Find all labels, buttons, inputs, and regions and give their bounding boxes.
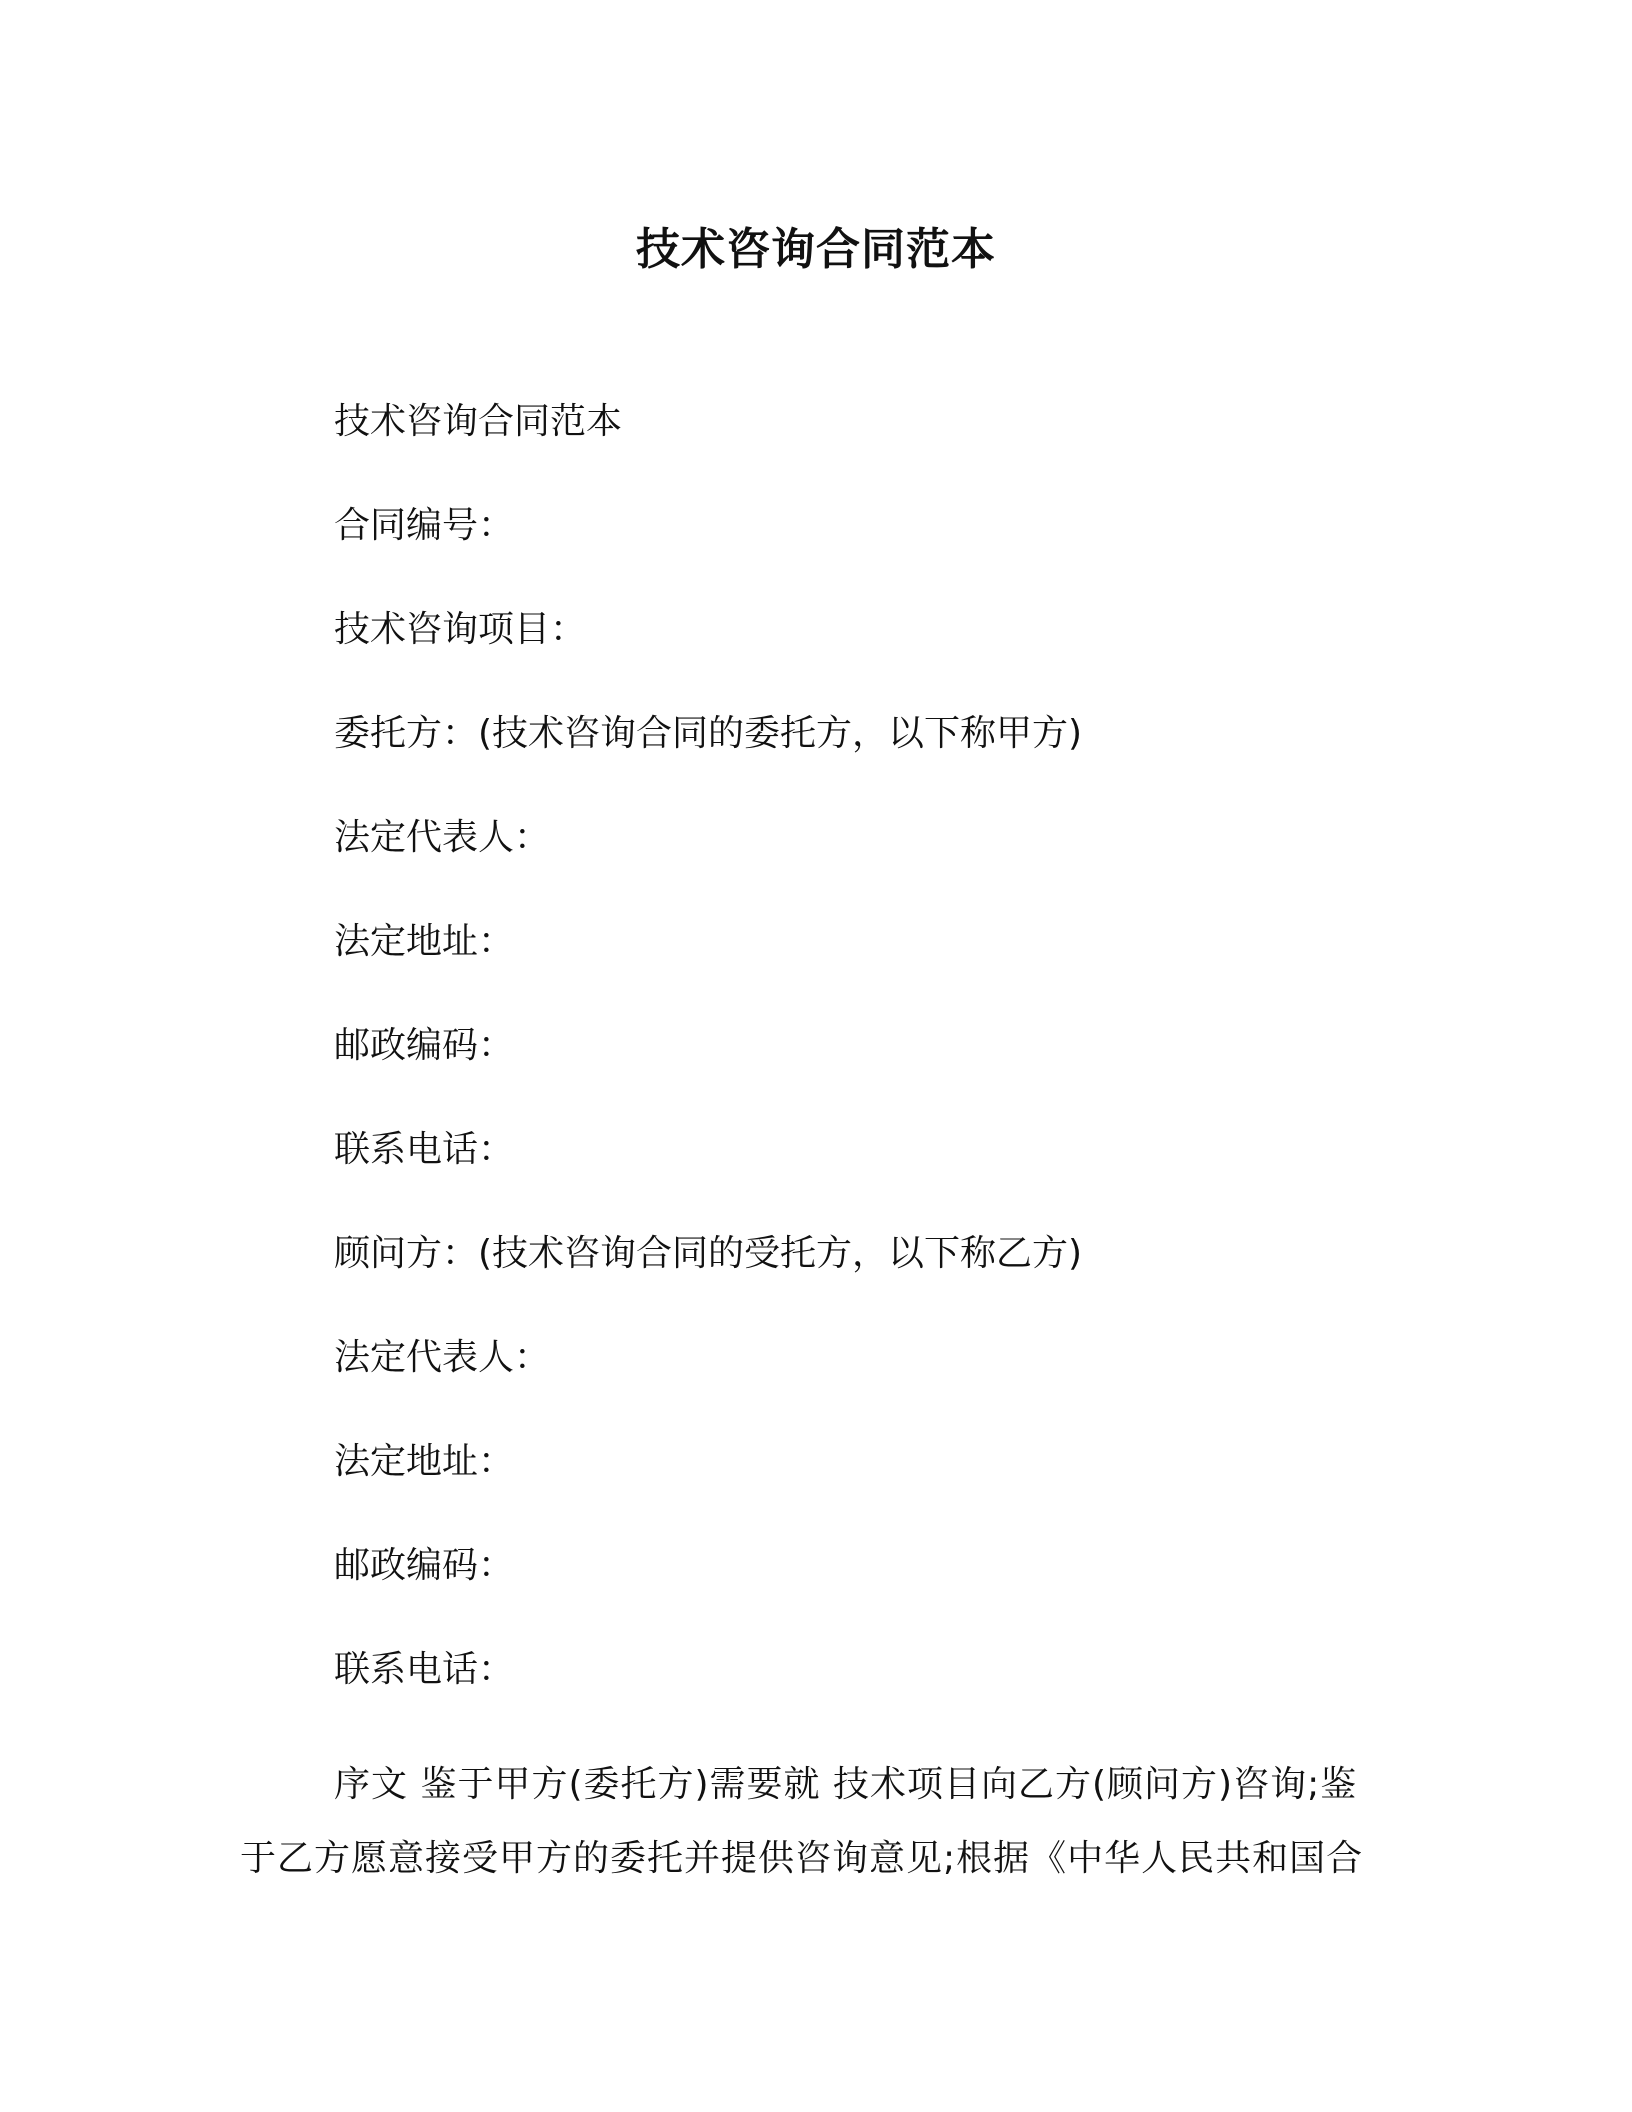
field-line-client-address: 法定地址： <box>334 921 515 962</box>
field-line-consulting-project: 技术咨询项目： <box>334 609 587 650</box>
contract-fields <box>334 396 1082 1748</box>
field-line-client-party: 委托方：(技术咨询合同的委托方，以下称甲方) <box>334 713 1083 754</box>
preamble-paragraph <box>240 1748 1380 1896</box>
preamble-line-2: 于乙方愿意接受甲方的委托并提供咨询意见;根据《中华人民共和国合 <box>240 1838 1364 1879</box>
field-line-consultant-legal-rep: 法定代表人： <box>334 1337 551 1378</box>
field-line-consultant-party: 顾问方：(技术咨询合同的受托方，以下称乙方) <box>334 1233 1083 1274</box>
field-line-consultant-postcode: 邮政编码： <box>334 1545 515 1586</box>
field-line-client-phone: 联系电话： <box>334 1129 515 1170</box>
field-line-client-postcode: 邮政编码： <box>334 1025 515 1066</box>
document-title: 技术咨询合同范本 <box>636 224 996 275</box>
field-line-heading: 技术咨询合同范本 <box>334 401 623 442</box>
preamble-line-1: 序文 鉴于甲方(委托方)需要就 技术项目向乙方(顾问方)咨询;鉴 <box>334 1764 1358 1805</box>
field-line-contract-number: 合同编号： <box>334 505 515 546</box>
field-line-consultant-address: 法定地址： <box>334 1441 515 1482</box>
field-line-consultant-phone: 联系电话： <box>334 1649 515 1690</box>
field-line-client-legal-rep: 法定代表人： <box>334 817 551 858</box>
